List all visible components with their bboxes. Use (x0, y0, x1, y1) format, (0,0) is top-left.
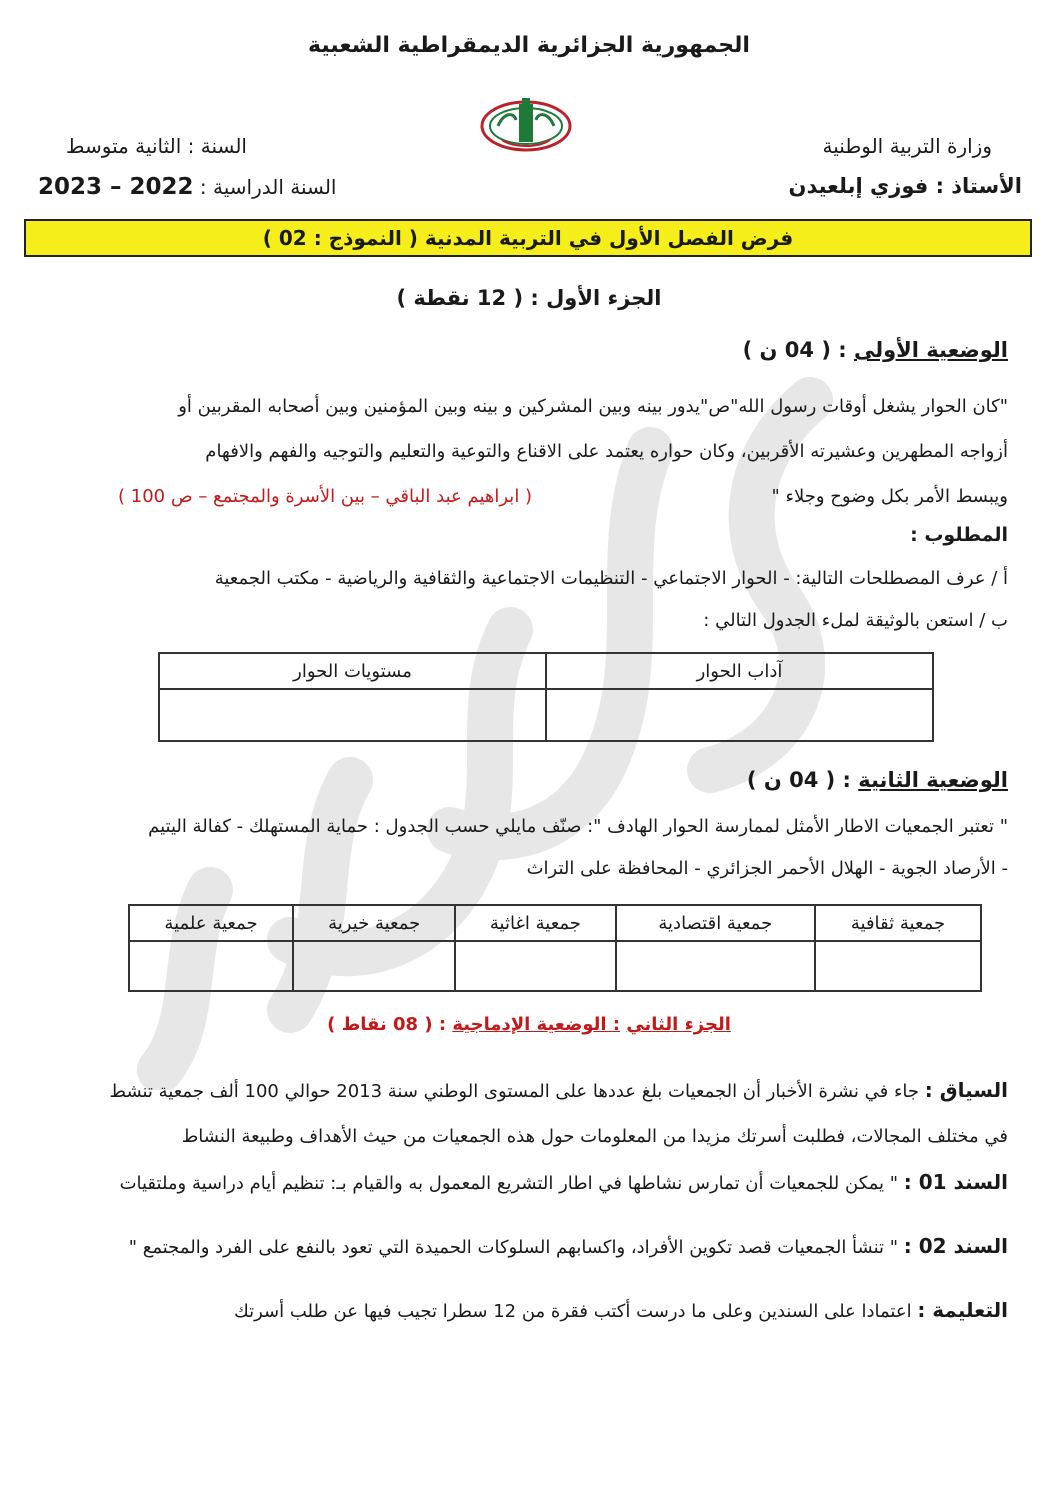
table-header-scientific: جمعية علمية (129, 905, 293, 941)
part1-title: الجزء الأول : ( 12 نقطة ) (396, 286, 662, 310)
table-header-charity: جمعية خيرية (293, 905, 455, 941)
table-header-dialogue-levels: مستويات الحوار (159, 653, 546, 689)
part2-title-label: الجزء الثاني (626, 1014, 731, 1035)
dialogue-table (158, 652, 934, 742)
question-a: أ / عرف المصطلحات التالية: - الحوار الاجتماعي - التنظيمات الاجتماعية والثقافية والرياضية - مكتب الجمعية (214, 568, 1008, 589)
required-label: المطلوب : (910, 524, 1008, 546)
table-header-economic: جمعية اقتصادية (616, 905, 816, 941)
table-cell-empty[interactable] (293, 941, 455, 991)
table-cell-empty[interactable] (455, 941, 615, 991)
school-year-label: السنة الدراسية : (199, 175, 337, 199)
context-text1: جاء في نشرة الأخبار أن الجمعيات بلغ عددها على المستوى الوطني سنة 2013 حوالي 100 ألف جمعية تنشط (109, 1081, 920, 1102)
support1-text: " يمكن للجمعيات أن تمارس نشاطها في اطار التشريع المعمول به والقيام بـ: تنظيم أيام دراسية وملتقيات (119, 1173, 899, 1194)
situation1-text-line1: "كان الحوار يشغل أوقات رسول الله"ص"يدور بينه وبين المشركين و بينه وبين المؤمنين وبين أصحابه المقربين أو (178, 396, 1008, 417)
table-cell-empty[interactable] (546, 689, 933, 741)
ministry-name: وزارة التربية الوطنية (822, 134, 992, 158)
support2-text: " تنشأ الجمعيات قصد تكوين الأفراد، واكسابهم السلوكات الحميدة التي تعود بالنفع على الفرد والمجتمع " (128, 1237, 899, 1258)
ministry-logo-icon (478, 90, 574, 154)
table-header-cultural: جمعية ثقافية (815, 905, 981, 941)
part2-title-rest: : الوضعية الإدماجية (452, 1014, 621, 1035)
situation1-heading-label: الوضعية الأولى (853, 338, 1008, 362)
table-cell-empty[interactable] (616, 941, 816, 991)
school-level: السنة : الثانية متوسط (66, 134, 247, 158)
table-cell-empty[interactable] (815, 941, 981, 991)
support2-label: السند 02 : (903, 1234, 1008, 1258)
support1 (48, 1160, 1008, 1206)
school-year (38, 174, 337, 200)
support2 (48, 1224, 1008, 1270)
teacher-name: فوزي إبلعيدن (788, 174, 929, 198)
context-label: السياق : (924, 1078, 1008, 1102)
context-line1 (48, 1068, 1008, 1114)
teacher-line (789, 174, 1022, 198)
table-cell-empty[interactable] (129, 941, 293, 991)
situation2-text-line1: " تعتبر الجمعيات الاطار الأمثل لممارسة الحوار الهادف ": صنّف مايلي حسب الجدول : حماية المستهلك - كفالة اليتيم (148, 816, 1008, 837)
teacher-label: الأستاذ : (935, 174, 1022, 198)
situation2-points: : ( 04 ن ) (746, 768, 851, 792)
table-header-dialogue-etiquette: آداب الحوار (546, 653, 933, 689)
part2-points: : ( 08 نقاط ) (327, 1014, 447, 1035)
instruction-text: اعتمادا على السندين وعلى ما درست أكتب فقرة من 12 سطرا تجيب فيها عن طلب أسرتك (233, 1301, 912, 1322)
situation2-heading (747, 768, 1008, 792)
situation1-heading (743, 338, 1008, 362)
situation1-points: : ( 04 ن ) (742, 338, 847, 362)
situation2-text-line2: - الأرصاد الجوية - الهلال الأحمر الجزائري - المحافظة على التراث (526, 858, 1008, 879)
situation1-source: ( ابراهيم عبد الباقي – بين الأسرة والمجتمع – ص 100 ) (118, 486, 533, 507)
instruction-label: التعليمة : (917, 1298, 1008, 1322)
exam-title-banner: فرض الفصل الأول في التربية المدنية ( النموذج : 02 ) (24, 219, 1032, 257)
question-b: ب / استعن بالوثيقة لملء الجدول التالي : (703, 610, 1008, 631)
table-header-relief: جمعية اغاثية (455, 905, 615, 941)
school-year-value: 2022 – 2023 (38, 174, 194, 200)
context-line2: في مختلف المجالات، فطلبت أسرتك مزيدا من المعلومات حول هذه الجمعيات من حيث الأهداف وطبيعة النشاط (181, 1126, 1008, 1147)
part2-title (0, 1014, 1058, 1035)
instruction (48, 1288, 1008, 1334)
situation1-text-line3: ويبسط الأمر بكل وضوح وجلاء " (771, 486, 1008, 507)
support1-label: السند 01 : (903, 1170, 1008, 1194)
table-cell-empty[interactable] (159, 689, 546, 741)
situation1-text-line2: أزواجه المطهرين وعشيرته الأقربين، وكان حواره يعتمد على الاقناع والتوعية والتعليم والتوجيه والفهم والافهام (205, 441, 1008, 462)
country-title: الجمهورية الجزائرية الديمقراطية الشعبية (308, 33, 750, 58)
associations-table (128, 904, 982, 992)
situation2-heading-label: الوضعية الثانية (858, 768, 1008, 792)
